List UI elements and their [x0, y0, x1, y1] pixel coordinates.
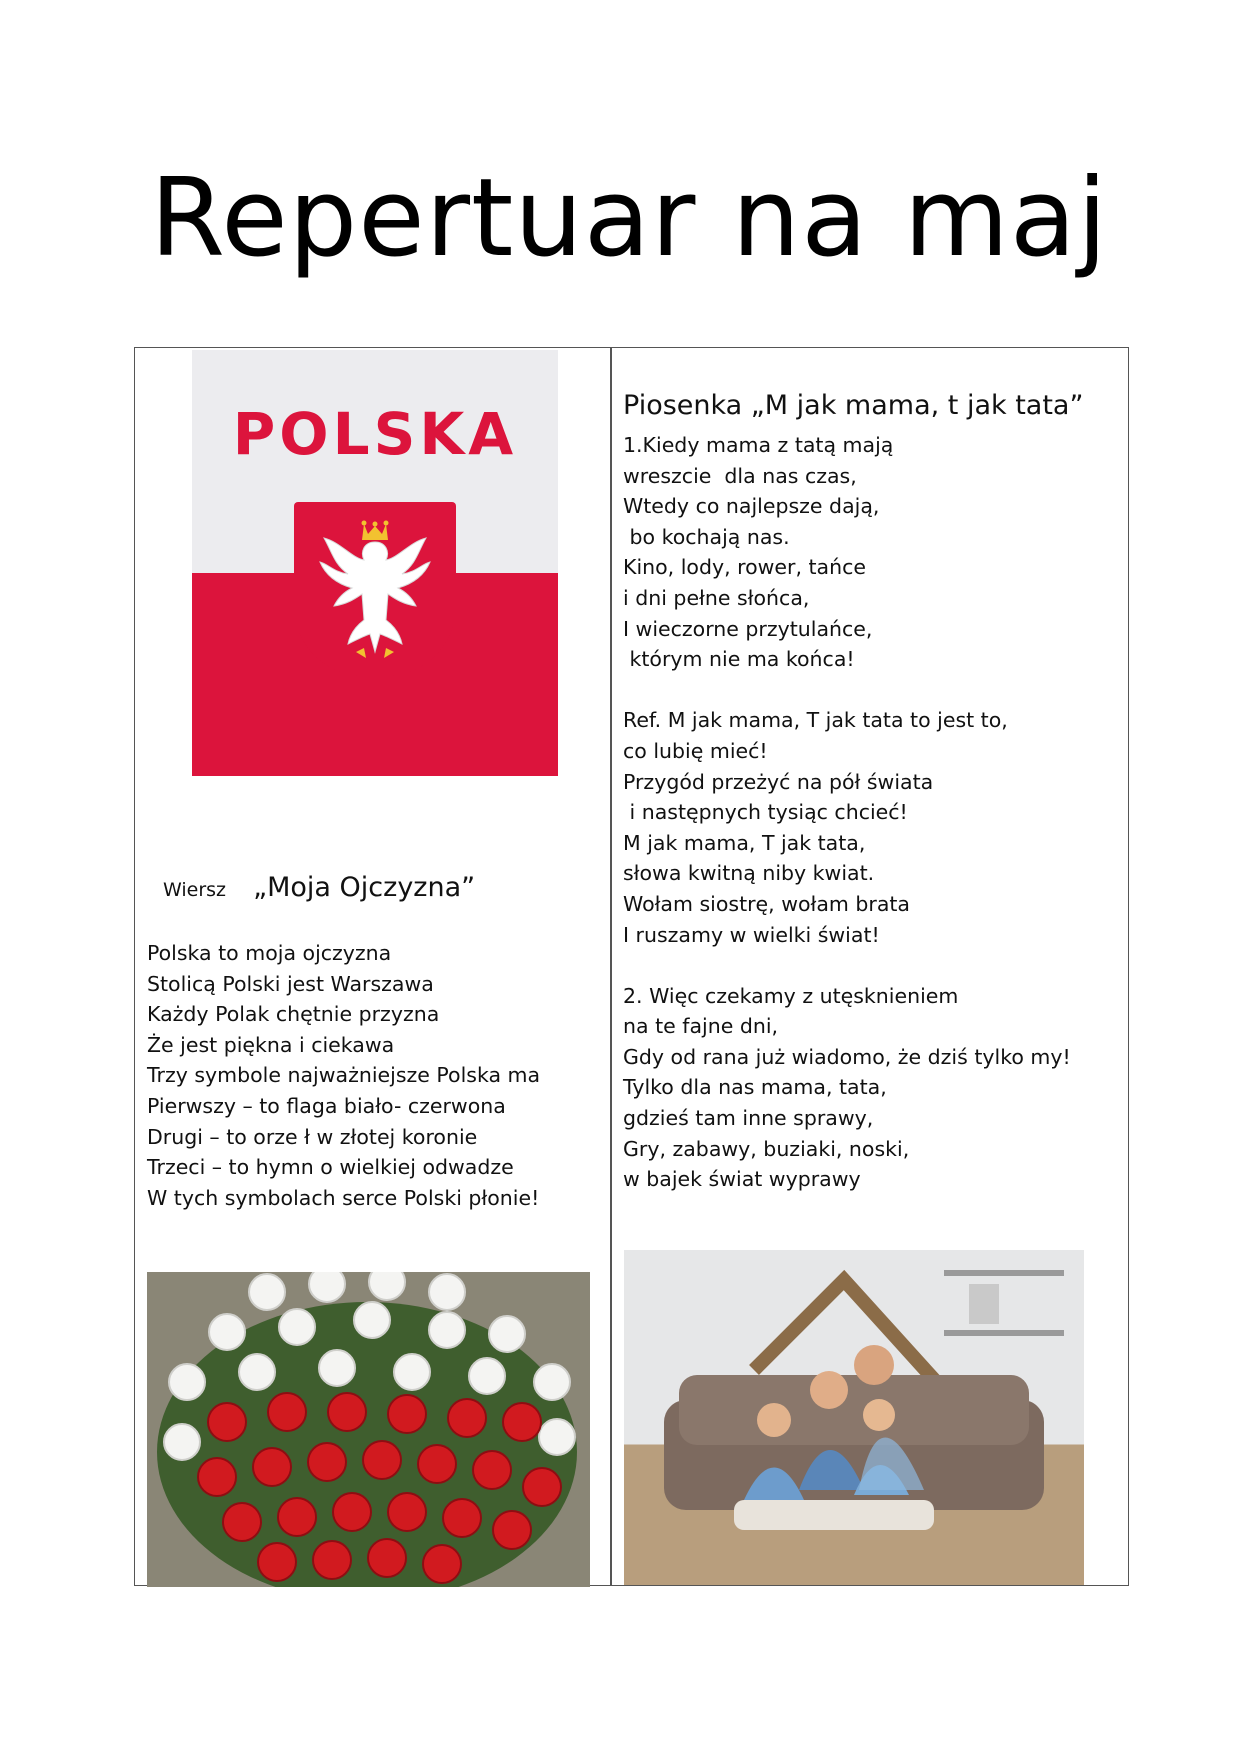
- song-line: M jak mama, T jak tata,: [623, 830, 866, 855]
- song-title: Piosenka „M jak mama, t jak tata”: [623, 390, 1084, 421]
- song-line: Wtedy co najlepsze dają,: [623, 494, 880, 519]
- song-line: 1.Kiedy mama z tatą mają: [623, 433, 894, 457]
- song-line: Przygód przeżyć na pół świata: [623, 769, 934, 794]
- song-line: słowa kwitną niby kwiat.: [623, 861, 875, 886]
- song-line: Ref. M jak mama, T jak tata to jest to,: [623, 708, 1008, 733]
- white-eagle-icon: [294, 502, 456, 676]
- poem-line: Drugi – to orze ł w złotej koronie: [147, 1124, 478, 1149]
- coat-of-arms-shield: [294, 502, 456, 676]
- flowers-image: [147, 1272, 590, 1587]
- poem-lines: [147, 938, 607, 1213]
- column-divider: [610, 348, 612, 1585]
- poem-line: Stolicą Polski jest Warszawa: [147, 971, 434, 996]
- poem-line: Polska to moja ojczyzna: [147, 941, 392, 965]
- poem-line: Że jest piękna i ciekawa: [147, 1032, 395, 1057]
- polska-flag-image: [192, 350, 558, 776]
- page-title: Repertuar na maj: [150, 156, 1109, 281]
- stanza-gap: [623, 675, 1123, 706]
- song-line: i następnych tysiąc chcieć!: [623, 800, 908, 825]
- poem-title: „Moja Ojczyzna”: [253, 872, 476, 903]
- poem-line: Każdy Polak chętnie przyzna: [147, 1002, 440, 1027]
- poem-line: W tych symbolach serce Polski płonie!: [147, 1185, 540, 1210]
- poem-line: Trzy symbole najważniejsze Polska ma: [147, 1063, 541, 1088]
- song-line: bo kochają nas.: [623, 524, 790, 549]
- poem-kind-label: Wiersz: [163, 879, 227, 901]
- song-line: w bajek świat wyprawy: [623, 1167, 861, 1192]
- song-line: Wołam siostrę, wołam brata: [623, 891, 910, 916]
- poem-line: Pierwszy – to flaga biało- czerwona: [147, 1093, 506, 1118]
- song-line: co lubię mieć!: [623, 738, 768, 763]
- polska-wordmark: POLSKA: [232, 400, 518, 468]
- poem-heading: [163, 872, 475, 903]
- song-line: którym nie ma końca!: [623, 647, 855, 672]
- song-line: wreszcie dla nas czas,: [623, 463, 857, 488]
- poem-line: Trzeci – to hymn o wielkiej odwadze: [147, 1155, 514, 1180]
- song-line: i dni pełne słońca,: [623, 585, 810, 610]
- song-line: I ruszamy w wielki świat!: [623, 922, 880, 947]
- family-under-roof-icon: [624, 1250, 1084, 1585]
- stanza-gap: [623, 950, 1123, 981]
- song-line: 2. Więc czekamy z utęsknieniem: [623, 983, 959, 1008]
- song-line: gdzieś tam inne sprawy,: [623, 1106, 874, 1131]
- content-table: [134, 347, 1129, 1586]
- song-lyrics: [623, 430, 1123, 1195]
- song-line: Tylko dla nas mama, tata,: [623, 1075, 887, 1100]
- song-line: I wieczorne przytulańce,: [623, 616, 873, 641]
- family-photo: [624, 1250, 1084, 1585]
- song-line: Gry, zabawy, buziaki, noski,: [623, 1136, 910, 1161]
- red-white-bouquet-icon: [147, 1272, 590, 1587]
- song-line: na te fajne dni,: [623, 1014, 779, 1039]
- song-line: Gdy od rana już wiadomo, że dziś tylko my!: [623, 1044, 1071, 1069]
- song-line: Kino, lody, rower, tańce: [623, 555, 866, 580]
